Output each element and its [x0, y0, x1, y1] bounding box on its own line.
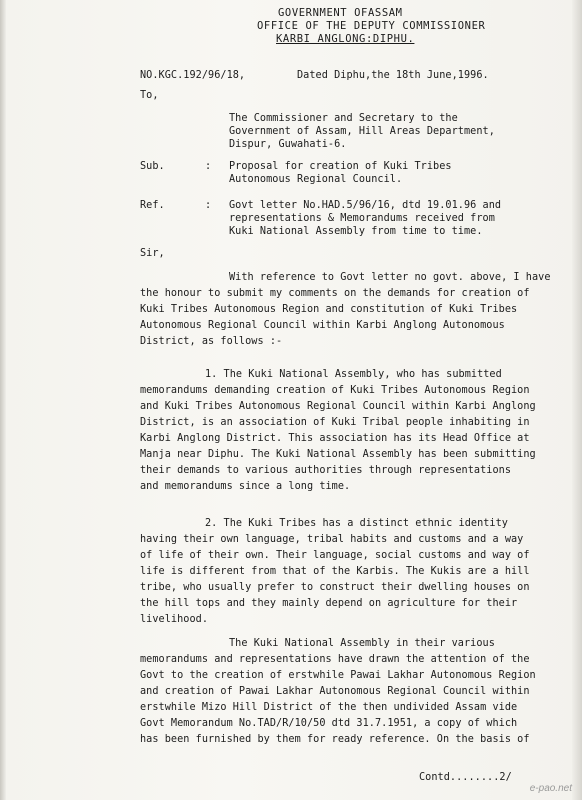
watermark: e-pao.net	[529, 783, 572, 794]
body-line: and creation of Pawai Lakhar Autonomous Regional Council within	[140, 686, 530, 697]
body-line: livelihood.	[140, 614, 209, 625]
body-line: having their own language, tribal habits and customs and a way	[140, 534, 524, 545]
addressee-line: Government of Assam, Hill Areas Department,	[229, 126, 495, 137]
body-line: 2. The Kuki Tribes has a distinct ethnic identity	[205, 518, 508, 529]
to-label: To,	[140, 90, 159, 101]
reference-number: NO.KGC.192/96/18,	[140, 70, 246, 81]
body-line: District, is an association of Kuki Tribal people inhabiting in	[140, 417, 530, 428]
letterhead-line: OFFICE OF THE DEPUTY COMMISSIONER	[257, 20, 486, 32]
body-line: life is different from that of the Karbis. The Kukis are a hill	[140, 566, 530, 577]
body-line: of life of their own. Their language, social customs and way of	[140, 550, 530, 561]
ref-line: Kuki National Assembly from time to time.	[229, 226, 483, 237]
letterhead-line: KARBI ANGLONG:DIPHU.	[276, 33, 415, 45]
body-line: erstwhile Mizo Hill District of the then undivided Assam vide	[140, 702, 518, 713]
body-line: and memorandums since a long time.	[140, 481, 351, 492]
subject-line: Autonomous Regional Council.	[229, 174, 403, 185]
letterhead-line: GOVERNMENT OFASSAM	[278, 7, 403, 19]
addressee-line: The Commissioner and Secretary to the	[229, 113, 458, 124]
body-line: District, as follows :-	[140, 336, 283, 347]
body-line: has been furnished by them for ready reference. On the basis of	[140, 734, 530, 745]
subject-line: Proposal for creation of Kuki Tribes	[229, 161, 452, 172]
letter-date: Dated Diphu,the 18th June,1996.	[297, 70, 489, 81]
body-line: With reference to Govt letter no govt. above, I have	[229, 272, 551, 283]
body-line: their demands to various authorities through representations	[140, 465, 512, 476]
body-line: Manja near Diphu. The Kuki National Assembly has been submitting	[140, 449, 536, 460]
continued-marker: Contd........2/	[419, 772, 512, 783]
subject-label: Sub.	[140, 161, 165, 172]
page-edge-shadow	[572, 0, 582, 800]
addressee-line: Dispur, Guwahati-6.	[229, 139, 347, 150]
ref-line: representations & Memorandums received from	[229, 213, 495, 224]
body-line: Karbi Anglong District. This association has its Head Office at	[140, 433, 530, 444]
subject-colon: :	[205, 161, 212, 172]
body-line: memorandums demanding creation of Kuki Tribes Autonomous Region	[140, 385, 530, 396]
body-line: the honour to submit my comments on the demands for creation of	[140, 288, 530, 299]
ref-label: Ref.	[140, 200, 165, 211]
body-line: Kuki Tribes Autonomous Region and constitution of Kuki Tribes	[140, 304, 518, 315]
body-line: Govt Memorandum No.TAD/R/10/50 dtd 31.7.1951, a copy of which	[140, 718, 518, 729]
ref-line: Govt letter No.HAD.5/96/16, dtd 19.01.96 and	[229, 200, 502, 211]
body-line: 1. The Kuki National Assembly, who has submitted	[205, 369, 502, 380]
body-line: Govt to the creation of erstwhile Pawai Lakhar Autonomous Region	[140, 670, 536, 681]
body-line: and Kuki Tribes Autonomous Regional Council within Karbi Anglong	[140, 401, 536, 412]
salutation: Sir,	[140, 248, 165, 259]
body-line: the hill tops and they mainly depend on agriculture for their	[140, 598, 518, 609]
body-line: tribe, who usually prefer to construct their dwelling houses on	[140, 582, 530, 593]
body-line: memorandums and representations have drawn the attention of the	[140, 654, 530, 665]
body-line: The Kuki National Assembly in their various	[229, 638, 495, 649]
ref-colon: :	[205, 200, 212, 211]
body-line: Autonomous Regional Council within Karbi Anglong Autonomous	[140, 320, 505, 331]
page-edge-shadow	[0, 0, 6, 800]
